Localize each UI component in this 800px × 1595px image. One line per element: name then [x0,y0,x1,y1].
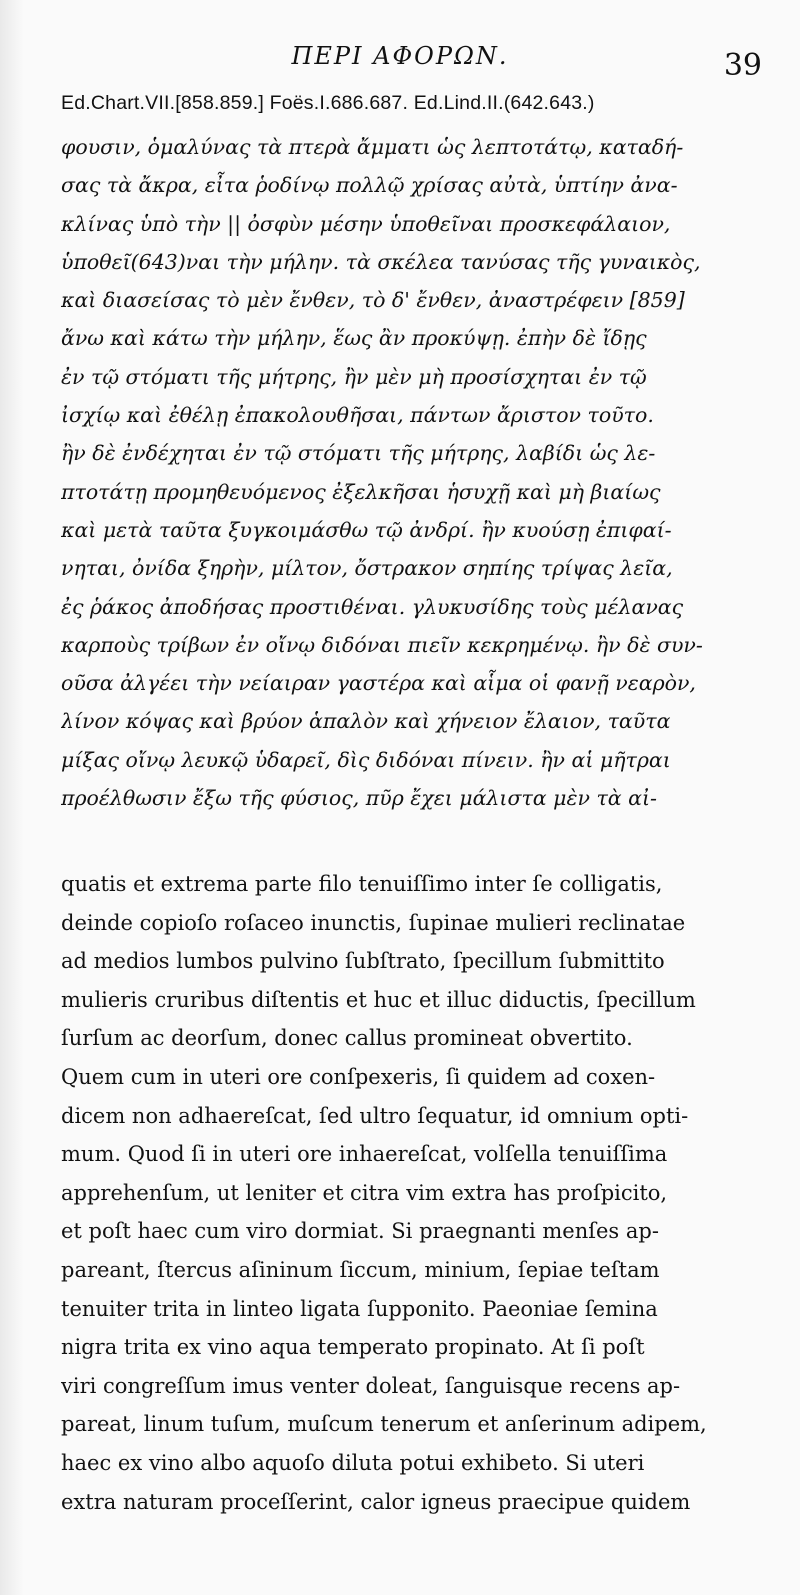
latin-line: pareant, ſtercus aſininum ſiccum, minium, ſepiae teſtam [61,1257,660,1282]
greek-line: καρποὺς τρίβων ἐν οἴνῳ διδόναι πιεῖν κεκρημένῳ. ἢν δὲ συν- [61,632,703,657]
latin-line: mum. Quod ſi in uteri ore inhaereſcat, volſella tenuiſſima [61,1142,668,1167]
greek-line: νηται, ὀνίδα ξηρὴν, μίλτον, ὄστρακον σηπίης τρίψας λεῖα, [61,556,673,581]
latin-line: nigra trita ex vino aqua temperato propinato. At ſi poſt [61,1335,645,1360]
latin-line: mulieris cruribus diſtentis et huc et illuc diductis, ſpecillum [61,987,696,1012]
greek-line: ἐς ῥάκος ἀποδήσας προστιθέναι. γλυκυσίδης τοὺς μέλανας [61,594,684,619]
latin-line: viri congreſſum imus venter doleat, ſanguisque recens ap- [61,1373,681,1398]
greek-line: ἰσχίῳ καὶ ἐθέλῃ ἐπακολουθῆσαι, πάντων ἄριστον τοῦτο. [61,403,654,428]
greek-line: λίνον κόψας καὶ βρύον ἁπαλὸν καὶ χήνειον ἔλαιον, ταῦτα [61,709,671,734]
latin-line: haec ex vino albo aquoſo diluta potui exhibeto. Si uteri [61,1450,645,1475]
greek-text-block [61,128,773,817]
scan-shadow [0,0,24,1595]
greek-line: κλίνας ὑπὸ τὴν || ὀσφὺν μέσην ὑποθεῖναι προσκεφάλαιον, [61,211,671,236]
greek-line: φουσιν, ὁμαλύνας τὰ πτερὰ ἄμματι ὡς λεπτοτάτῳ, καταδή- [61,135,684,159]
latin-text-block [61,865,773,1521]
latin-line: ſurſum ac deorſum, donec callus promineat obvertito. [61,1026,633,1051]
greek-line: ἄνω καὶ κάτω τὴν μήλην, ἕως ἂν προκύψῃ. ἐπὴν δὲ ἴδῃς [61,326,647,351]
greek-line: ὑποθεῖ(643)ναι τὴν μήλην. τὰ σκέλεα τανύσας τῆς γυναικὸς, [61,249,701,274]
greek-line: ἐν τῷ στόματι τῆς μήτρης, ἢν μὲν μὴ προσίσχηται ἐν τῷ [61,364,647,389]
latin-line: tenuiter trita in linteo ligata ſupponito. Paeoniae ſemina [61,1296,658,1321]
greek-line: καὶ διασείσας τὸ μὲν ἔνθεν, τὸ δ' ἔνθεν, ἀναστρέφειν [859] [61,288,685,313]
greek-line: μίξας οἴνῳ λευκῷ ὑδαρεῖ, δὶς διδόναι πίνειν. ἢν αἱ μῆτραι [61,747,671,772]
greek-line: σας τὰ ἄκρα, εἶτα ῥοδίνῳ πολλῷ χρίσας αὐτὰ, ὑπτίην ἀνα- [61,173,678,198]
greek-line: ἢν δὲ ἐνδέχηται ἐν τῷ στόματι τῆς μήτρης, λαβίδι ὡς λε- [61,441,656,466]
latin-line: quatis et extrema parte filo tenuiſſimo inter ſe colligatis, [61,872,663,896]
latin-line: Quem cum in uteri ore conſpexeris, ſi quidem ad coxen- [61,1064,656,1089]
greek-line: προέλθωσιν ἔξω τῆς φύσιος, πῦρ ἔχει μάλιστα μὲν τὰ αἰ- [61,786,657,811]
latin-line: extra naturam proceſſerint, calor igneus praecipue quidem [61,1489,691,1514]
latin-line: deinde copioſo roſaceo inunctis, ſupinae mulieri reclinatae [61,910,686,935]
greek-line: καὶ μετὰ ταῦτα ξυγκοιμάσθω τῷ ἀνδρί. ἢν κυούσῃ ἐπιφαί- [61,517,672,542]
greek-line: οῦσα ἀλγέει τὴν νείαιραν γαστέρα καὶ αἷμα οἱ φανῇ νεαρὸν, [61,671,696,696]
greek-line: πτοτάτῃ προμηθευόμενος ἐξελκῆσαι ἡσυχῇ καὶ μὴ βιαίως [61,479,661,504]
running-title: ΠΕΡΙ ΑΦΟΡΩΝ. [291,42,509,70]
latin-line: et poſt haec cum viro dormiat. Si praegnanti menſes ap- [61,1219,659,1244]
page-number: 39 [723,48,762,83]
latin-line: ad medios lumbos pulvino ſubſtrato, ſpecillum ſubmittito [61,949,665,974]
latin-line: dicem non adhaereſcat, ſed ultro ſequatur, id omnium opti- [61,1103,689,1128]
edition-reference: Ed.Chart.VII.[858.859.] Foës.I.686.687. Ed.Lind.II.(642.643.) [61,92,595,114]
latin-line: apprehenſum, ut leniter et citra vim extra has proſpicito, [61,1180,668,1205]
latin-line: pareat, linum tuſum, muſcum tenerum et anſerinum adipem, [61,1412,707,1437]
